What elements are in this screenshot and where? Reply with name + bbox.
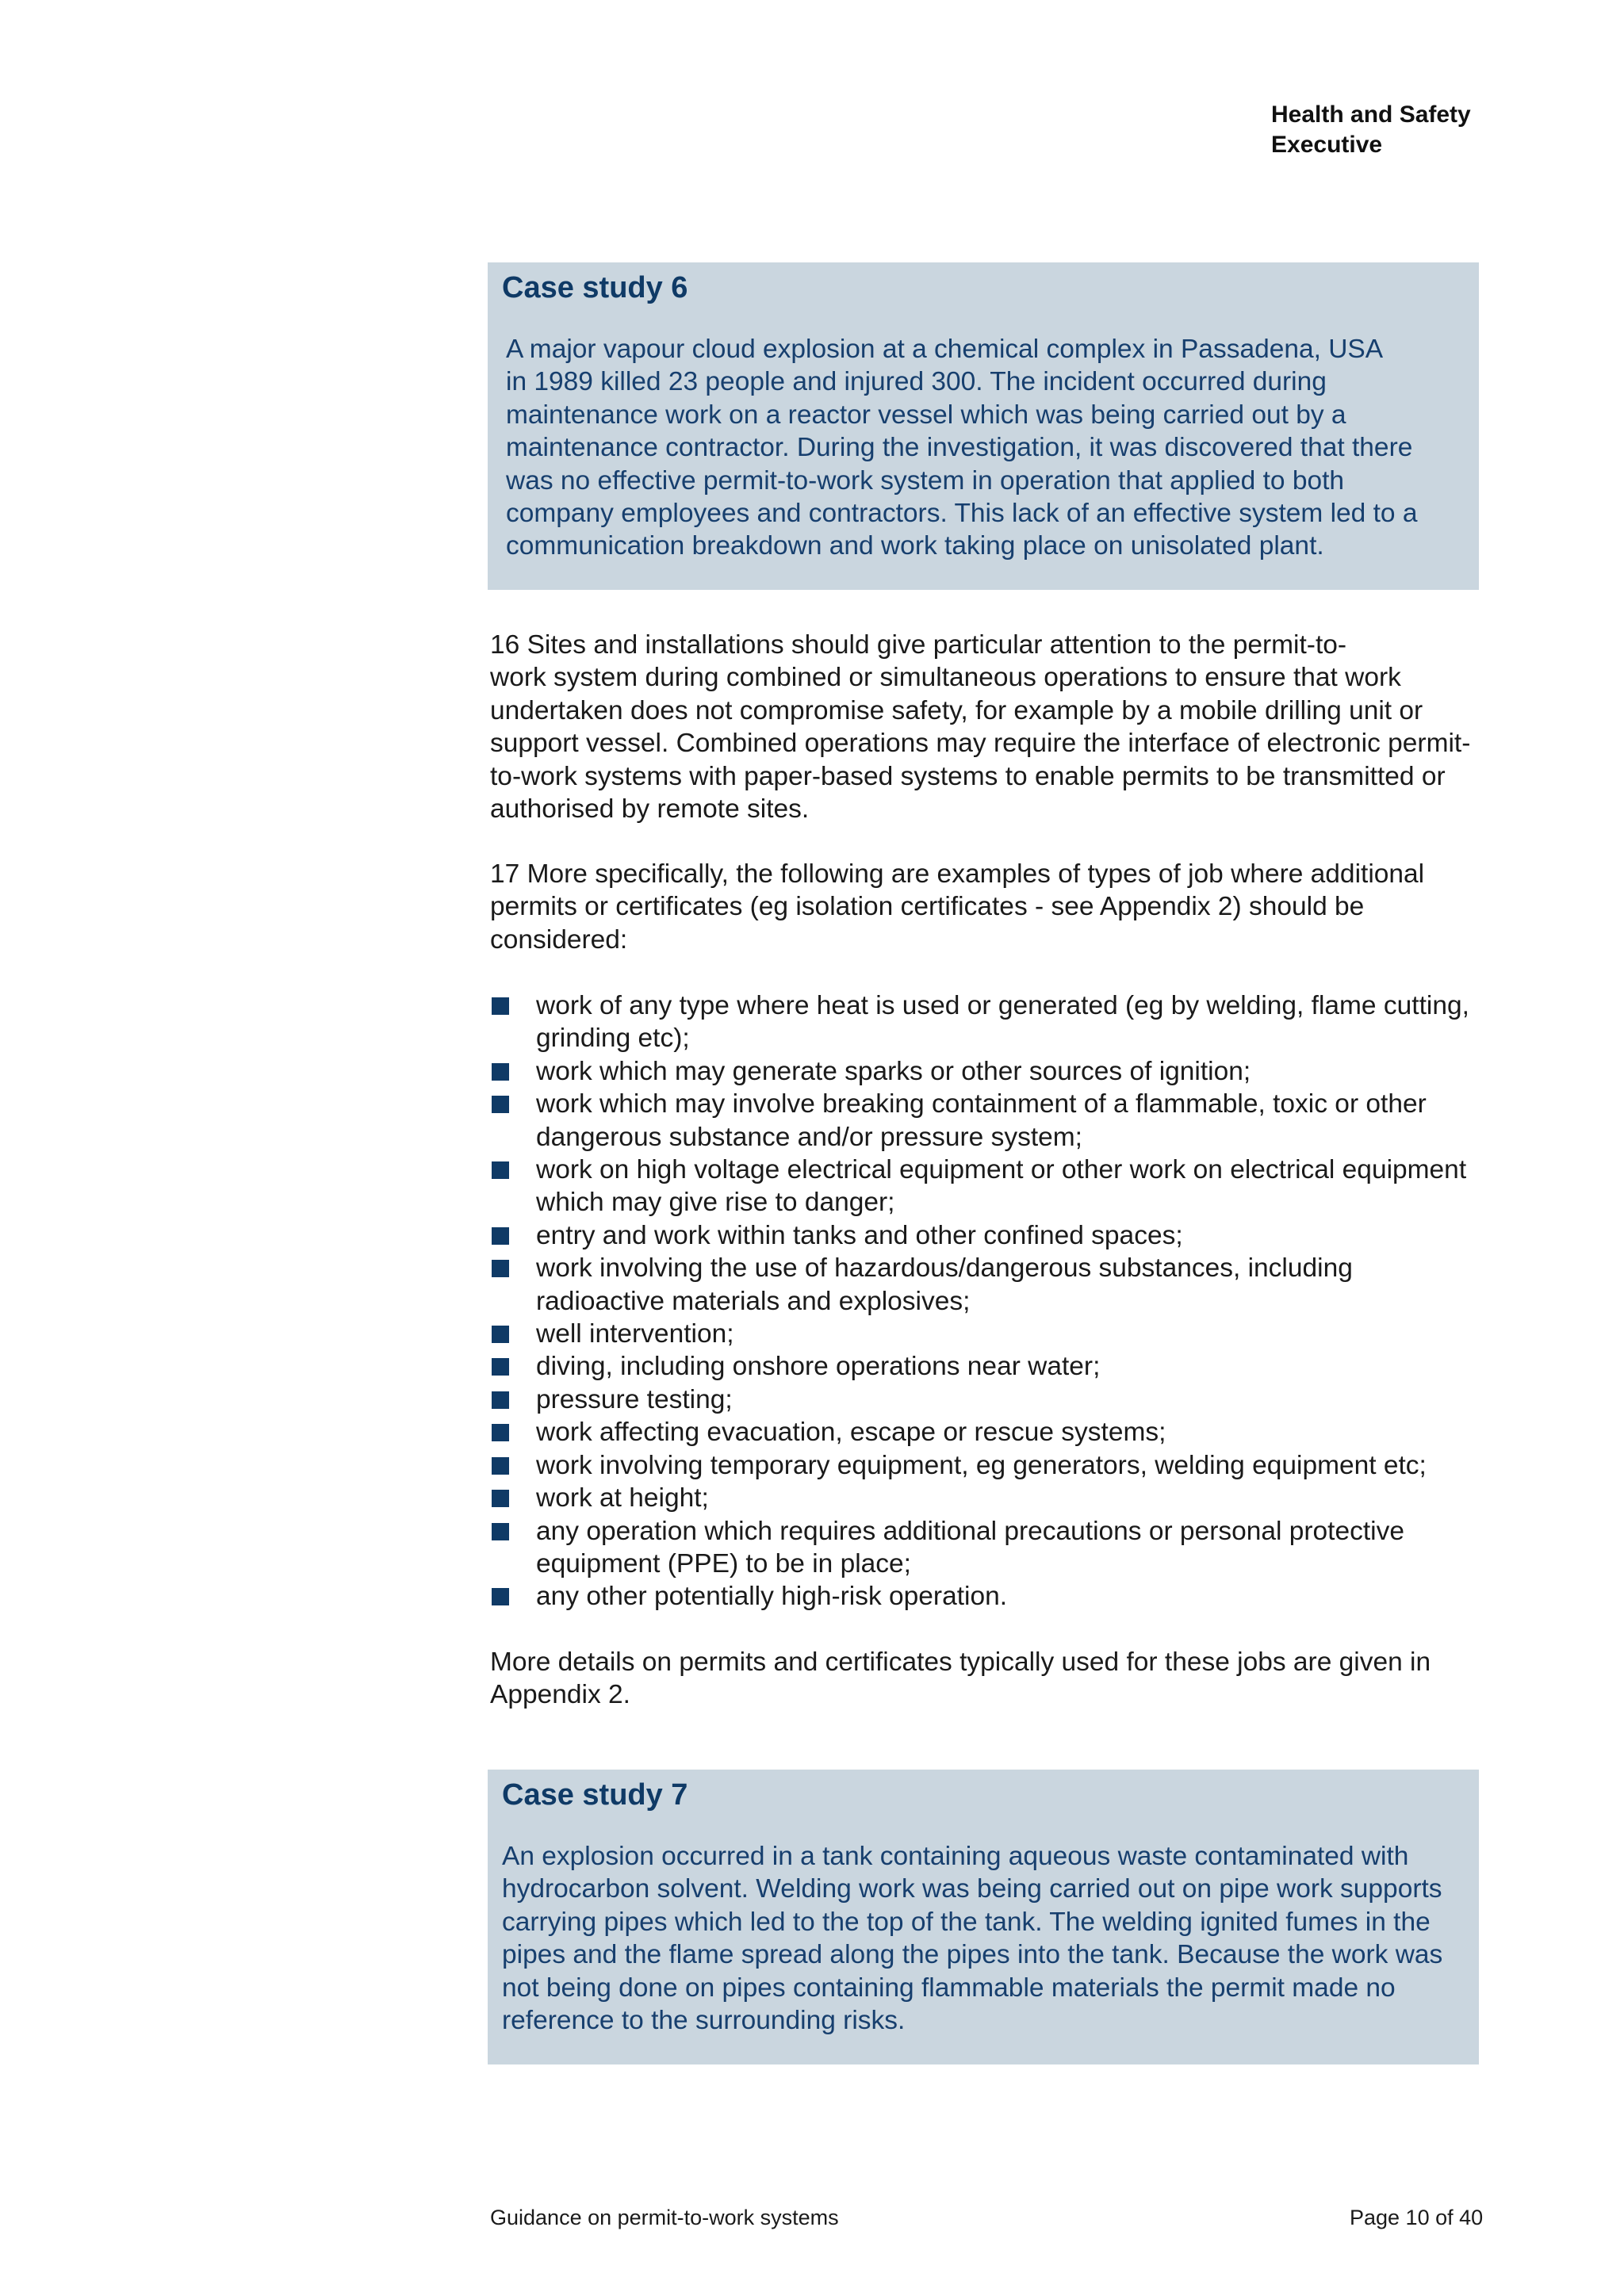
paragraph-16-line: work system during combined or simultaneous operations to ensure that work <box>490 663 1401 693</box>
list-item-line: work on high voltage electrical equipment or other work on electrical equipment <box>536 1155 1467 1185</box>
case-study-6-line: communication breakdown and work taking place on unisolated plant. <box>506 531 1324 561</box>
square-bullet-icon <box>492 1260 509 1277</box>
paragraph-16-line: support vessel. Combined operations may require the interface of electronic permit- <box>490 729 1471 759</box>
case-study-7-line: pipes and the flame spread along the pipes into the tank. Because the work was <box>502 1940 1443 1970</box>
case-study-7-text <box>502 1840 1465 2037</box>
list-item <box>490 1154 1481 1219</box>
list-item <box>490 1416 1481 1448</box>
square-bullet-icon <box>492 1063 509 1081</box>
list-item-line: entry and work within tanks and other confined spaces; <box>536 1220 1183 1250</box>
square-bullet-icon <box>492 1358 509 1376</box>
case-study-7-line: reference to the surrounding risks. <box>502 2006 906 2036</box>
list-item-line: work at height; <box>536 1483 709 1513</box>
list-item-line: dangerous substance and/or pressure system; <box>536 1122 1082 1152</box>
square-bullet-icon <box>492 1588 509 1605</box>
square-bullet-icon <box>492 1523 509 1540</box>
case-study-6-line: was no effective permit-to-work system in operation that applied to both <box>506 465 1345 496</box>
paragraph-17-line: 17 More specifically, the following are examples of types of job where additional <box>490 859 1425 889</box>
case-study-6-text <box>506 333 1461 563</box>
case-study-7-line: hydrocarbon solvent. Welding work was being carried out on pipe work supports <box>502 1874 1442 1904</box>
square-bullet-icon <box>492 1227 509 1245</box>
paragraph-17-line: considered: <box>490 924 628 955</box>
case-study-7-title: Case study 7 <box>502 1778 688 1812</box>
square-bullet-icon <box>492 1490 509 1507</box>
case-study-6-line: A major vapour cloud explosion at a chemical complex in Passadena, USA <box>506 335 1384 364</box>
square-bullet-icon <box>492 1457 509 1475</box>
square-bullet-icon <box>492 1424 509 1441</box>
case-study-6-line: maintenance contractor. During the investigation, it was discovered that there <box>506 433 1413 463</box>
list-item-line: any other potentially high-risk operation. <box>536 1582 1008 1612</box>
paragraph-17-line: permits or certificates (eg isolation certificates - see Appendix 2) should be <box>490 892 1365 922</box>
list-item <box>490 1383 1481 1416</box>
list-item-line: pressure testing; <box>536 1384 733 1414</box>
list-item-line: which may give rise to danger; <box>536 1188 895 1218</box>
more-details-line: Appendix 2. <box>490 1680 630 1710</box>
list-item <box>490 1449 1481 1482</box>
paragraph-16-line: authorised by remote sites. <box>490 794 810 825</box>
case-study-7-line: carrying pipes which led to the top of the tank. The welding ignited fumes in the <box>502 1907 1431 1937</box>
list-item-line: radioactive materials and explosives; <box>536 1286 971 1316</box>
organisation-name-line1: Health and Safety <box>1271 101 1471 128</box>
square-bullet-icon <box>492 997 509 1015</box>
organisation-name <box>1271 100 1471 160</box>
case-study-6-line: in 1989 killed 23 people and injured 300. The incident occurred during <box>506 367 1327 397</box>
list-item <box>490 1318 1481 1350</box>
list-item <box>490 989 1481 1055</box>
organisation-name-line2: Executive <box>1271 132 1383 158</box>
list-item <box>490 1482 1481 1514</box>
list-item-line: work which may involve breaking containment of a flammable, toxic or other <box>536 1089 1427 1119</box>
list-item-line: any operation which requires additional precautions or personal protective <box>536 1516 1404 1546</box>
more-details-line: More details on permits and certificates typically used for these jobs are given in <box>490 1647 1431 1677</box>
footer-document-title: Guidance on permit-to-work systems <box>490 2206 839 2229</box>
case-study-7-line: not being done on pipes containing flammable materials the permit made no <box>502 1973 1396 2003</box>
case-study-7-line: An explosion occurred in a tank containing aqueous waste contaminated with <box>502 1842 1409 1871</box>
list-item <box>490 1088 1481 1154</box>
square-bullet-icon <box>492 1326 509 1343</box>
case-study-6-line: maintenance work on a reactor vessel which was being carried out by a <box>506 400 1346 430</box>
square-bullet-icon <box>492 1096 509 1113</box>
case-study-6-line: company employees and contractors. This lack of an effective system led to a <box>506 499 1418 529</box>
list-item-line: work of any type where heat is used or generated (eg by welding, flame cutting, <box>536 991 1469 1020</box>
paragraph-16-line: to-work systems with paper-based systems to enable permits to be transmitted or <box>490 761 1446 791</box>
list-item <box>490 1350 1481 1383</box>
list-item-line: equipment (PPE) to be in place; <box>536 1548 911 1578</box>
list-item-line: work involving the use of hazardous/dangerous substances, including <box>536 1253 1353 1284</box>
job-types-bullet-list <box>490 989 1481 1613</box>
list-item <box>490 1252 1481 1318</box>
more-details-paragraph <box>490 1646 1431 1712</box>
list-item <box>490 1515 1481 1581</box>
case-study-6-box <box>488 262 1479 590</box>
case-study-6-title: Case study 6 <box>502 271 688 304</box>
list-item <box>490 1055 1481 1088</box>
paragraph-16-line: 16 Sites and installations should give particular attention to the permit-to- <box>490 630 1347 660</box>
square-bullet-icon <box>492 1161 509 1179</box>
list-item-line: diving, including onshore operations near water; <box>536 1352 1101 1382</box>
list-item <box>490 1219 1481 1252</box>
case-study-7-box <box>488 1770 1479 2064</box>
list-item-line: grinding etc); <box>536 1024 690 1054</box>
list-item-line: work involving temporary equipment, eg generators, welding equipment etc; <box>536 1450 1427 1480</box>
square-bullet-icon <box>492 1391 509 1409</box>
paragraph-16 <box>490 629 1470 825</box>
list-item <box>490 1580 1481 1613</box>
footer-page-number: Page 10 of 40 <box>1350 2206 1484 2229</box>
list-item-line: well intervention; <box>536 1319 734 1349</box>
list-item-line: work affecting evacuation, escape or rescue systems; <box>536 1418 1166 1448</box>
paragraph-17 <box>490 858 1424 956</box>
paragraph-16-line: undertaken does not compromise safety, for example by a mobile drilling unit or <box>490 695 1423 725</box>
list-item-line: work which may generate sparks or other sources of ignition; <box>536 1056 1251 1086</box>
